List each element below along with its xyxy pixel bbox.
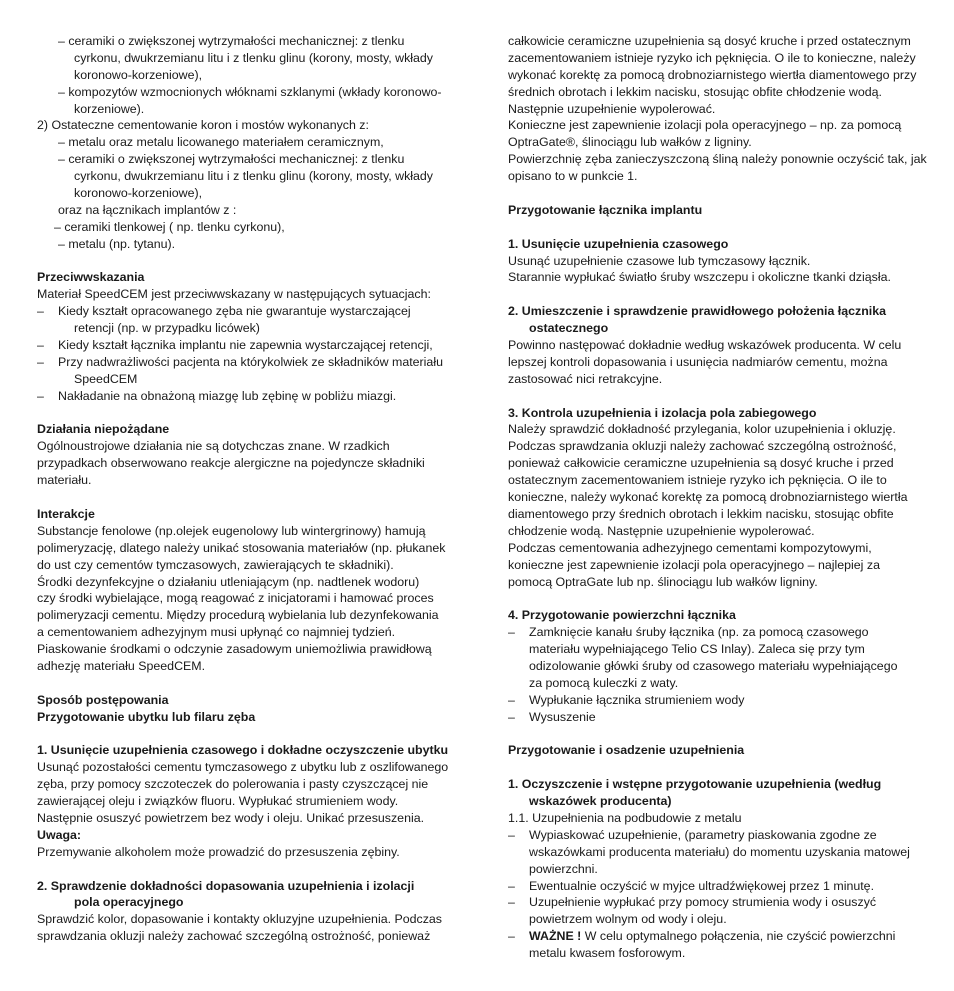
line-text: ostatecznego [529,321,609,336]
text-line [37,928,462,945]
text-line [508,489,920,506]
bullet-item [508,692,920,709]
text-line [37,202,462,219]
line-text: Usunąć uzupełnienie czasowe lub tymczasowy łącznik. [508,253,811,268]
section-heading [508,742,920,759]
line-text: Starannie wypłukać światło śruby wszczepu i okoliczne tkanki dziąsła. [508,270,891,285]
text-line [37,911,462,928]
line-text: – ceramiki o zwiększonej wytrzymałości mechanicznej: z tlenku [58,34,405,48]
paragraph-gap [508,286,920,303]
text-line [508,506,920,523]
text-line [37,557,462,574]
text-line [37,236,462,253]
text-line [37,776,462,793]
paragraph-gap [508,219,920,236]
bullet-dash: – [37,354,44,369]
line-text: chłodzenie wodą. Następnie uzupełnienie wypolerować. [508,523,815,538]
line-text: pola operacyjnego [74,895,184,910]
text-line [508,438,920,455]
section-heading [37,827,462,844]
line-text: Zamknięcie kanału śruby łącznika (np. za pomocą czasowego [529,625,869,640]
line-text: lepszej kontroli dopasowania i usunięcia nadmiarów cementu, można [508,354,888,369]
line-text: 3. Kontrola uzupełnienia i izolacja pola zabiegowego [508,405,817,420]
text-line [508,421,920,438]
text-line [37,219,462,236]
line-text: powietrzem wolnym od wody i oleju. [529,912,727,927]
line-text: zęba, przy pomocy szczoteczek do polerowania i pasty czyszczącej nie [37,777,429,792]
section-heading [508,303,920,320]
text-line [37,574,462,591]
bullet-item [37,337,462,354]
text-line [37,624,462,641]
line-text: retencji (np. w przypadku licówek) [74,321,260,336]
line-text: 4. Przygotowanie powierzchni łącznika [508,608,736,623]
paragraph-gap [508,185,920,202]
paragraph-gap [37,405,462,422]
text-line [37,438,462,455]
line-text: do ust czy cementów tymczasowych, zawierających te składniki). [37,557,394,572]
paragraph-gap [508,726,920,743]
text-line [37,134,462,151]
text-line [37,101,462,118]
line-text: Podczas sprawdzania okluzji należy zachować szczególną ostrożność, [508,439,897,454]
line-text: przypadkach obserwowano reakcje alergiczne na pojedyncze składniki [37,456,425,471]
section-heading [508,320,920,337]
paragraph-gap [508,388,920,405]
line-text: za pomocą kuleczki z waty. [529,675,679,690]
text-line [37,658,462,675]
line-text: Działania niepożądane [37,422,170,437]
line-text: Ogólnoustrojowe działania nie są dotychczas znane. W rzadkich [37,439,390,454]
text-line [508,337,920,354]
text-line [508,523,920,540]
line-text: Sposób postępowania [37,692,169,707]
text-line [508,658,920,675]
line-text: polimeryzację, dlatego należy unikać stosowania materiałów (np. płukanek [37,540,446,555]
line-text: Podczas cementowania adhezyjnego cementami kompozytowymi, [508,540,872,555]
paragraph-gap [37,489,462,506]
line-text: Wypłukanie łącznika strumieniem wody [529,692,745,707]
line-text: cyrkonu, dwukrzemianu litu i z tlenku glinu (korony, mosty, wkłady [74,169,434,184]
text-line [37,523,462,540]
line-text: Przygotowanie i osadzenie uzupełnienia [508,743,745,758]
line-text: konieczne jest zapewnienie izolacji pola operacyjnego – najlepiej za [508,557,880,572]
line-text: korzeniowe). [74,101,145,116]
line-text: Substancje fenolowe (np.olejek eugenolowy lub wintergrinowy) hamują [37,523,426,538]
bullet-item [508,827,920,844]
line-text: 1. Oczyszczenie i wstępne przygotowanie uzupełnienia (według [508,777,882,792]
text-line [508,151,927,168]
bullet-item [508,624,920,641]
line-text: cyrkonu, dwukrzemianu litu i z tlenku glinu (korony, mosty, wkłady [74,50,434,65]
line-text: – metalu (np. tytanu). [58,236,176,251]
text-line [508,574,920,591]
line-text: zawierającej oleju i związków fluoru. Wypłukać strumieniem wody. [37,794,399,809]
line-text: Uzupełnienie wypłukać przy pomocy strumienia wody i osuszyć [529,895,877,910]
text-line [508,844,920,861]
paragraph-gap [508,759,920,776]
line-text: Przygotowanie ubytku lub filaru zęba [37,709,256,724]
line-text: diamentowego przy średnich obrotach i lekkim nacisku, stosując obfite [508,506,894,521]
line-text: opisano to w punkcie 1. [508,169,638,184]
text-line [508,675,920,692]
text-line [37,286,462,303]
paragraph-gap [37,253,462,270]
text-line [37,540,462,557]
section-heading [508,405,920,422]
line-text: metalu kwasem fosforowym. [529,946,686,961]
section-heading [37,692,462,709]
line-text: zacementowaniem istnieje ryzyko ich pęknięcia. O ile to konieczne, należy [508,50,916,65]
bullet-dash: – [508,692,515,707]
text-line [37,810,462,827]
line-text: Przemywanie alkoholem może prowadzić do przesuszenia zębiny. [37,844,400,859]
line-text: Powierzchnię zęba zanieczyszczoną śliną należy ponownie oczyścić tak, jak [508,152,927,167]
bullet-dash: – [508,895,515,910]
text-line [508,84,920,101]
section-heading [37,709,462,726]
text-line [508,540,920,557]
line-text: a cementowaniem adhezyjnym musi upłynąć co najmniej tydzień. [37,625,396,640]
line-text: ponieważ całkowicie ceramiczne uzupełnienia są dosyć kruche i przed [508,456,894,471]
line-text: pomocą OptraGate lub np. ślinociągu lub wałków ligniny. [508,574,818,589]
line-text: Nakładanie na obnażoną miazgę lub zębinę w pobliżu miazgi. [58,388,397,403]
text-line [37,759,462,776]
text-line [508,861,920,878]
text-line [37,455,462,472]
line-text: Ewentualnie oczyścić w myjce ultradźwiękowej przez 1 minutę. [529,878,875,893]
bullet-dash: – [508,625,515,640]
line-text: odizolowanie główki śruby od czasowego materiału wypełniającego [529,658,898,673]
section-heading [508,236,920,253]
line-text: SpeedCEM [74,371,138,386]
line-text: Uwaga: [37,827,82,842]
line-text: Wypiaskować uzupełnienie, (parametry piaskowania zgodne ze [529,827,877,842]
bullet-item [37,354,462,371]
text-line [37,472,462,489]
text-line [508,354,920,371]
line-text: Przeciwwskazania [37,270,145,285]
line-text: Piaskowanie środkami o odczynie zasadowym uniemożliwia prawidłową [37,642,432,657]
line-text: 1. Usunięcie uzupełnienia czasowego [508,236,729,251]
paragraph-gap [37,861,462,878]
line-text: całkowicie ceramiczne uzupełnienia są dosyć kruche i przed ostatecznym [508,34,911,48]
text-line [37,641,462,658]
section-heading [508,776,920,793]
text-line [37,371,462,388]
text-line [508,371,920,388]
bullet-item [508,894,920,911]
text-line [508,557,920,574]
line-text: wykonać korektę za pomocą drobnoziarnistego wiertła diamentowego przy [508,67,917,82]
text-line [37,590,462,607]
bullet-item [508,928,920,945]
text-line [508,134,920,151]
text-line [508,101,920,118]
bullet-dash: – [508,929,515,944]
line-text: 2. Sprawdzenie dokładności dopasowania uzupełnienia i izolacji [37,878,415,893]
bullet-dash: – [37,388,44,403]
bullet-item [508,878,920,895]
line-text: zastosować nici retrakcyjne. [508,371,663,386]
line-text: Interakcje [37,506,95,521]
text-line [37,185,462,202]
section-heading [37,878,462,895]
line-text: – ceramiki o zwiększonej wytrzymałości mechanicznej: z tlenku [58,152,405,167]
bullet-dash: – [508,878,515,893]
text-line [37,793,462,810]
line-text: materiału. [37,473,92,488]
text-line [508,33,920,50]
line-text: Przy nadwrażliwości pacjenta na którykolwiek ze składników materiału [58,354,443,369]
section-heading [37,894,462,911]
text-line [508,911,920,928]
line-text: wskazówek producenta) [529,794,672,809]
section-heading [37,421,462,438]
text-line [508,455,920,472]
line-text: polimeryzacji cementu. Między procedurą wybielania lub dezynfekowania [37,608,439,623]
line-text: sprawdzania okluzji należy zachować szczególną ostrożność, ponieważ [37,929,431,944]
line-text: Powinno następować dokładnie według wskazówek producenta. W celu [508,338,902,353]
text-line [508,253,920,270]
line-text: Konieczne jest zapewnienie izolacji pola operacyjnego – np. za pomocą [508,118,902,133]
line-text: – metalu oraz metalu licowanego materiałem ceramicznym, [58,135,384,150]
text-line [37,117,462,134]
line-text: materiału wypełniającego Telio CS Inlay). Zaleca się przy tym [529,642,865,657]
text-line [37,168,462,185]
line-text: Materiał SpeedCEM jest przeciwwskazany w następujących sytuacjach: [37,287,431,302]
line-text: koronowo-korzeniowe), [74,186,203,201]
text-line [37,151,462,168]
line-text: Następnie osuszyć powietrzem bez wody i oleju. Unikać przesuszenia. [37,810,425,825]
line-text: Usunąć pozostałości cementu tymczasowego z ubytku lub z oszlifowanego [37,760,449,775]
bullet-dash: – [37,304,44,319]
paragraph-gap [37,675,462,692]
bullet-item [508,709,920,726]
line-text: 2. Umieszczenie i sprawdzenie prawidłowego położenia łącznika [508,304,887,319]
paragraph-gap [37,726,462,743]
line-text: ostatecznym zacementowaniem istnieje ryzyko ich pęknięcia. O ile to [508,473,887,488]
line-text: 2) Ostateczne cementowanie koron i mostów wykonanych z: [37,118,369,133]
text-line [37,607,462,624]
line-text: adhezję materiału SpeedCEM. [37,658,206,673]
bullet-item [37,303,462,320]
bullet-dash: – [37,338,44,353]
line-text: Sprawdzić kolor, dopasowanie i kontakty okluzyjne uzupełnienia. Podczas [37,912,442,927]
line-text: wskazówkami producenta materiału) do momentu uzyskania matowej [529,844,910,859]
line-text: średnich obrotach i lekkim nacisku, stosując obfite chłodzenie wodą. [508,84,882,99]
section-heading [37,506,462,523]
line-text: W celu optymalnego połączenia, nie czyścić powierzchni [581,929,896,944]
line-text: czy środki wybielające, mogą reagować z inicjatorami i hamować proces [37,591,434,606]
line-text: Środki dezynfekcyjne o działaniu utleniającym (np. nadtlenek wodoru) [37,574,420,589]
line-text: Następnie uzupełnienie wypolerować. [508,101,716,116]
text-line [37,33,462,50]
line-text: 1. Usunięcie uzupełnienia czasowego i dokładne oczyszczenie ubytku [37,743,449,758]
line-text: – kompozytów wzmocnionych włóknami szklanymi (wkłady koronowo- [58,84,442,99]
text-line [37,84,462,101]
line-text: Kiedy kształt łącznika implantu nie zapewnia wystarczającej retencji, [58,338,433,353]
text-line [508,945,920,962]
section-heading [508,202,920,219]
text-line [508,50,920,67]
text-line [37,320,462,337]
bullet-dash: – [508,827,515,842]
line-text: powierzchni. [529,861,598,876]
line-text: oraz na łącznikach implantów z : [58,202,237,217]
section-heading [508,607,920,624]
section-heading [508,793,920,810]
text-line [508,472,920,489]
text-line [508,117,920,134]
text-line [37,50,462,67]
text-line [508,67,920,84]
line-text: konieczne, należy wykonać korektę za pomocą drobnoziarnistego wiertła [508,490,908,505]
right-column [508,33,927,962]
section-heading [37,742,462,759]
text-line [37,67,462,84]
line-text: Kiedy kształt opracowanego zęba nie gwarantuje wystarczającej [58,304,411,319]
emphasis-label: WAŻNE ! [529,929,582,944]
text-line [508,269,920,286]
section-heading [37,269,462,286]
bullet-item [37,388,462,405]
paragraph-gap [508,590,920,607]
line-text: koronowo-korzeniowe), [74,67,203,82]
line-text: Wysuszenie [529,709,596,724]
line-text: 1.1. Uzupełnienia na podbudowie z metalu [508,810,742,825]
line-text: – ceramiki tlenkowej ( np. tlenku cyrkonu), [54,219,285,234]
line-text: Przygotowanie łącznika implantu [508,202,703,217]
left-column [37,33,462,945]
bullet-dash: – [508,709,515,724]
text-line [508,641,920,658]
line-text: Należy sprawdzić dokładność przylegania, kolor uzupełnienia i okluzję. [508,422,896,437]
line-text: OptraGate®, ślinociągu lub wałków z ligniny. [508,135,752,150]
text-line [37,844,462,861]
text-line [508,810,920,827]
text-line [508,168,920,185]
